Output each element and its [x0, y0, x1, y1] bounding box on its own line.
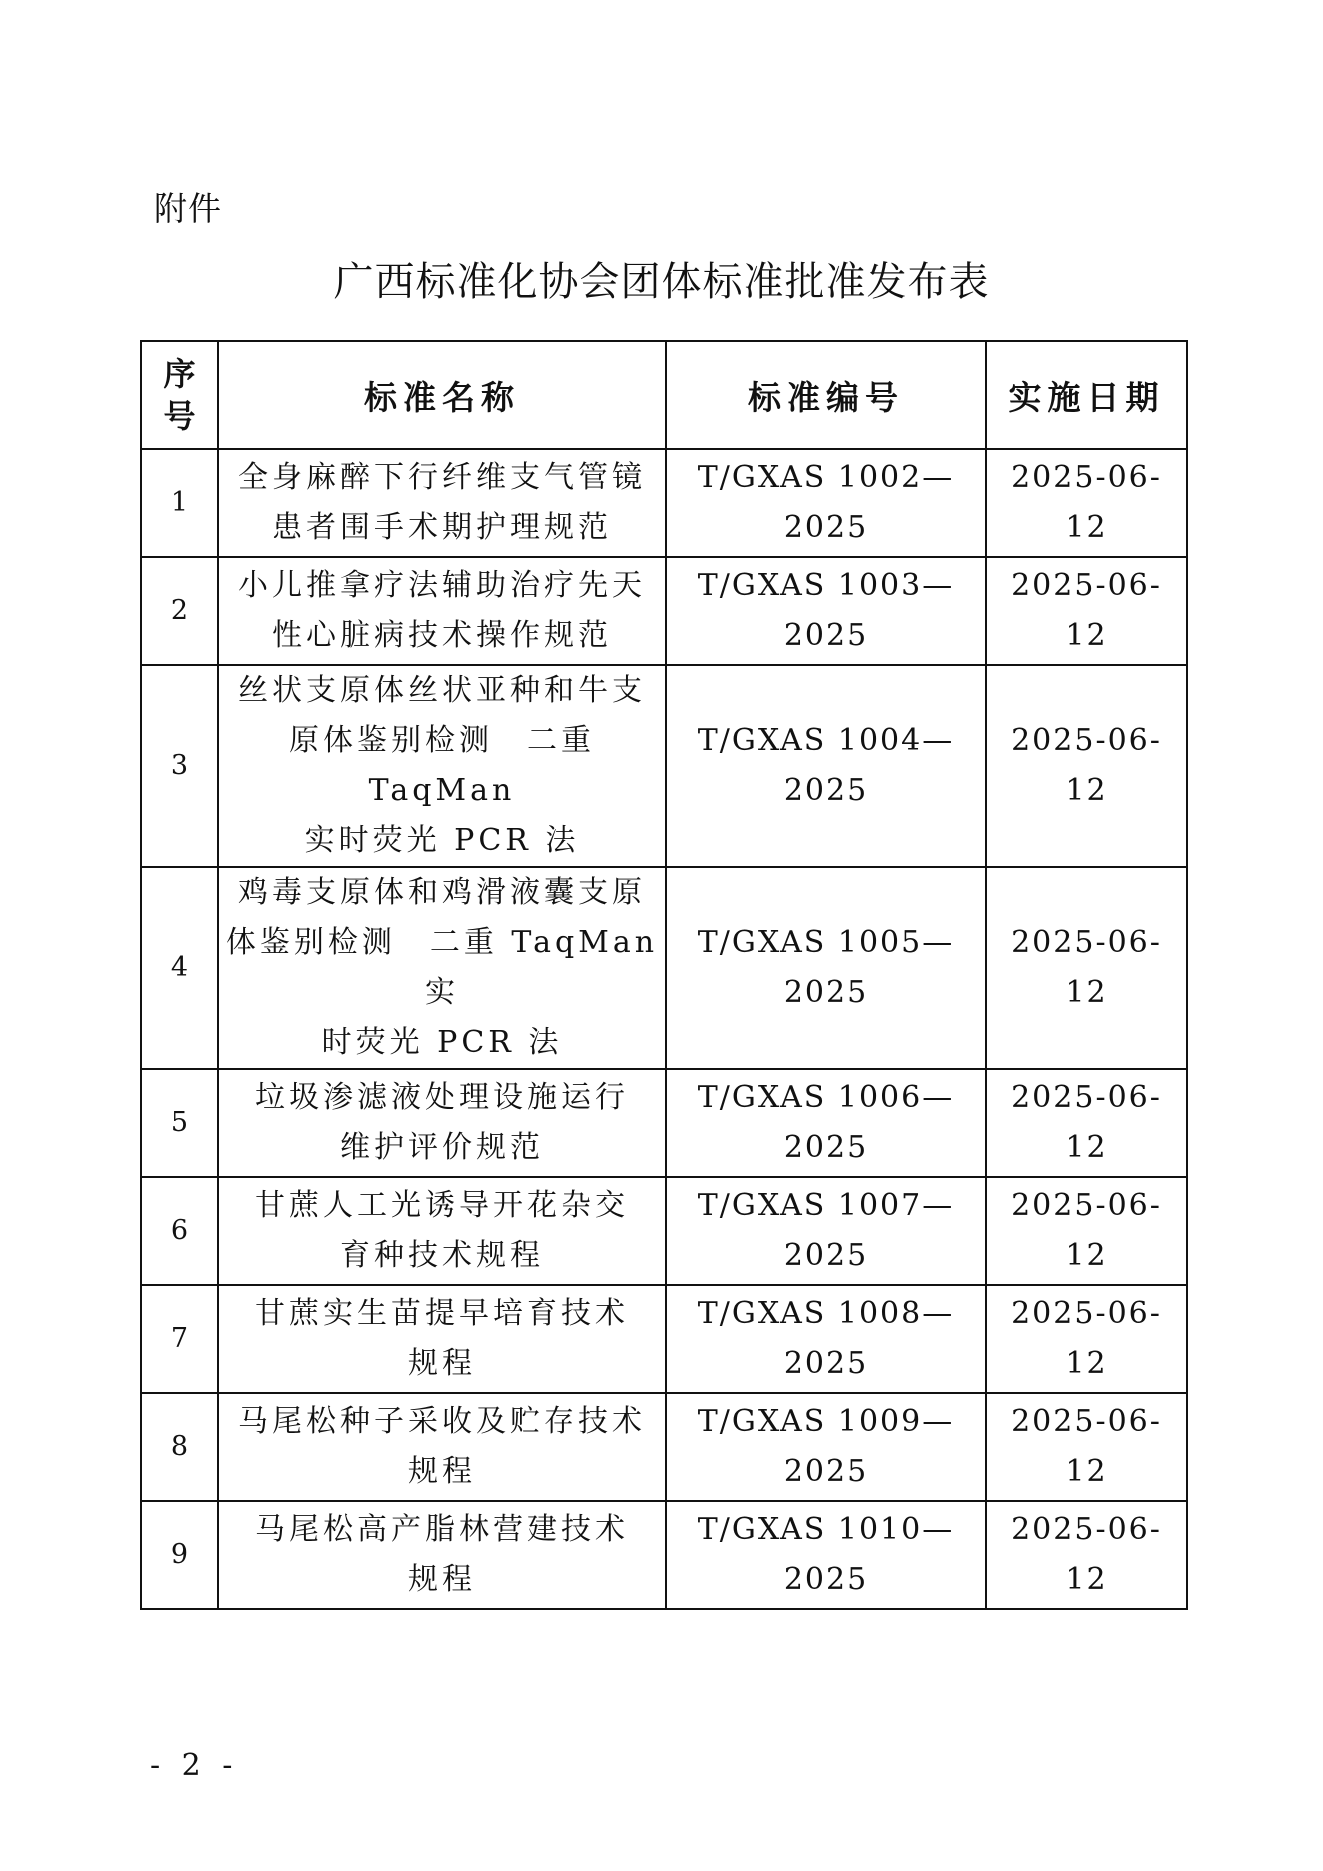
row-code: T/GXAS 1008—2025 [666, 1285, 986, 1393]
header-name: 标准名称 [218, 341, 666, 449]
row-date: 2025-06-12 [986, 1177, 1187, 1285]
attachment-label: 附件 [154, 189, 222, 228]
row-name-line: 全身麻醉下行纤维支气管镜 [238, 460, 646, 495]
table-row [141, 1069, 1187, 1177]
row-code: T/GXAS 1009—2025 [666, 1393, 986, 1501]
row-seq: 5 [141, 1069, 218, 1177]
row-name-line: 马尾松种子采收及贮存技术 [238, 1404, 646, 1439]
header-seq [141, 341, 218, 449]
page-number: - 2 - [150, 1748, 239, 1783]
row-name-line: 患者围手术期护理规范 [272, 510, 612, 545]
table-row [141, 1393, 1187, 1501]
page-title: 广西标准化协会团体标准批准发布表 [333, 259, 990, 305]
row-seq: 7 [141, 1285, 218, 1393]
row-seq: 2 [141, 557, 218, 665]
row-name [218, 1285, 666, 1393]
table-row [141, 1501, 1187, 1609]
row-name [218, 665, 666, 867]
row-name [218, 1393, 666, 1501]
row-name-line: 规程 [408, 1562, 476, 1597]
row-name-line: 丝状支原体丝状亚种和牛支 [238, 673, 646, 708]
row-name-line: 性心脏病技术操作规范 [272, 618, 612, 653]
row-date: 2025-06-12 [986, 449, 1187, 557]
row-code: T/GXAS 1007—2025 [666, 1177, 986, 1285]
table-row [141, 1285, 1187, 1393]
row-name [218, 867, 666, 1069]
header-seq-line2: 号 [163, 397, 196, 435]
row-name-line: 马尾松高产脂林营建技术 [255, 1512, 629, 1547]
row-name [218, 1501, 666, 1609]
row-seq: 4 [141, 867, 218, 1069]
row-date: 2025-06-12 [986, 867, 1187, 1069]
row-name-line: 甘蔗人工光诱导开花杂交 [255, 1188, 629, 1223]
row-date: 2025-06-12 [986, 1285, 1187, 1393]
row-seq: 3 [141, 665, 218, 867]
row-date: 2025-06-12 [986, 1501, 1187, 1609]
header-code: 标准编号 [666, 341, 986, 449]
row-name-line: 育种技术规程 [340, 1238, 544, 1273]
row-code: T/GXAS 1004—2025 [666, 665, 986, 867]
row-name-line: 鸡毒支原体和鸡滑液囊支原 [238, 875, 646, 910]
row-code: T/GXAS 1005—2025 [666, 867, 986, 1069]
row-seq: 8 [141, 1393, 218, 1501]
table-row [141, 449, 1187, 557]
row-name-line: 垃圾渗滤液处理设施运行 [255, 1080, 629, 1115]
row-name [218, 557, 666, 665]
row-date: 2025-06-12 [986, 1069, 1187, 1177]
row-seq: 6 [141, 1177, 218, 1285]
row-name-line: 规程 [408, 1346, 476, 1381]
header-date: 实施日期 [986, 341, 1187, 449]
table-row [141, 665, 1187, 867]
row-name [218, 1069, 666, 1177]
row-code: T/GXAS 1003—2025 [666, 557, 986, 665]
header-seq-line1: 序 [163, 355, 196, 393]
row-code: T/GXAS 1006—2025 [666, 1069, 986, 1177]
table-row [141, 867, 1187, 1069]
row-name-line: 维护评价规范 [340, 1130, 544, 1165]
row-date: 2025-06-12 [986, 557, 1187, 665]
row-seq: 9 [141, 1501, 218, 1609]
row-name [218, 449, 666, 557]
row-date: 2025-06-12 [986, 665, 1187, 867]
standards-table [140, 340, 1188, 1610]
row-name-line: 体鉴别检测 二重 TaqMan 实 [225, 925, 659, 1010]
row-name-line: 实时荧光 PCR 法 [304, 823, 580, 858]
row-code: T/GXAS 1002—2025 [666, 449, 986, 557]
table-row [141, 557, 1187, 665]
table-header-row [141, 341, 1187, 449]
row-name-line: 原体鉴别检测 二重 TaqMan [289, 723, 595, 808]
row-seq: 1 [141, 449, 218, 557]
row-name [218, 1177, 666, 1285]
row-name-line: 甘蔗实生苗提早培育技术 [255, 1296, 629, 1331]
row-code: T/GXAS 1010—2025 [666, 1501, 986, 1609]
row-name-line: 规程 [408, 1454, 476, 1489]
table-row [141, 1177, 1187, 1285]
row-date: 2025-06-12 [986, 1393, 1187, 1501]
row-name-line: 时荧光 PCR 法 [321, 1025, 563, 1060]
row-name-line: 小儿推拿疗法辅助治疗先天 [238, 568, 646, 603]
